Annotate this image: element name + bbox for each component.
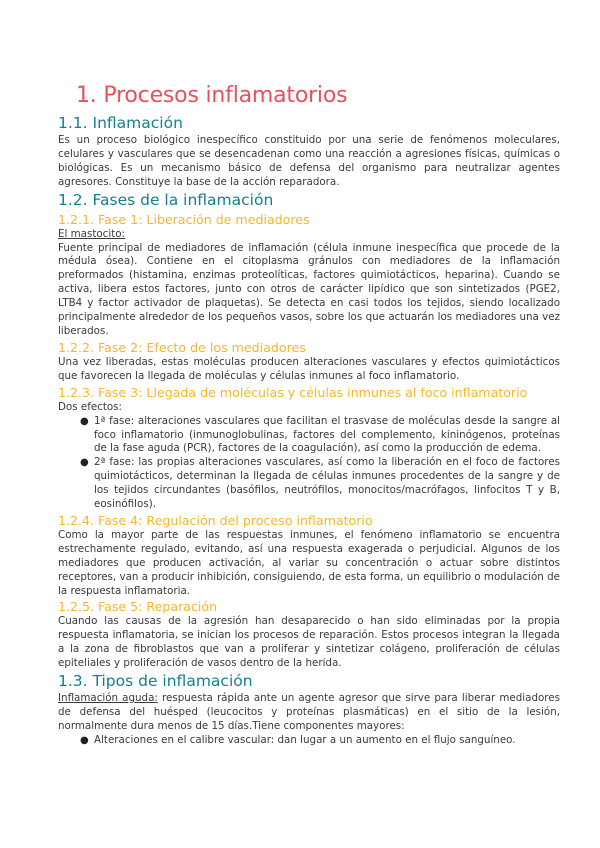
subsection-heading-fase2: 1.2.2. Fase 2: Efecto de los mediadores — [58, 339, 306, 355]
section-text-tipos: Inflamación aguda: respuesta rápida ante un agente agresor que sirve para liberar mediadores de defensa del huésped (leucocitos y proteínas plasmáticas) en el sitio de la lesión, normalmente dura menos de 15 días.Tiene componentes mayores: — [58, 692, 560, 732]
subsection-text-fase4: Como la mayor parte de las respuestas inmunes, el fenómeno inflamatorio se encuentra estrechamente regulado, evitando, así una respuesta exagerada o perjudicial. Algunos de los mediadores que producen activación, al variar su concentración o actuar sobre distintos receptores, van a producir inhibición, consiguiendo, de esta forma, un equilibrio o modulación de la respuesta inflamatoria. — [58, 528, 560, 597]
fase3-list — [58, 415, 560, 512]
subsection-text-fase5: Cuando las causas de la agresión han desaparecido o han sido eliminadas por la propia respuesta inflamatoria, se inician los procesos de reparación. Estos procesos integran la llegada a la zona de fibroblastos que van a proliferar y sintetizar colágeno, proliferación de células epiteliales y proliferación de vasos dentro de la herida. — [58, 615, 560, 670]
section-heading-tipos: 1.3. Tipos de inflamación — [58, 672, 253, 691]
subsection-text-fase2: Una vez liberadas, estas moléculas producen alteraciones vasculares y efectos quimiotácticos que favorecen la llegada de moléculas y células inmunes al foco inflamatorio. — [58, 355, 560, 382]
subsection-intro-fase3: Dos efectos: — [58, 400, 122, 413]
section-text-inflamacion: Es un proceso biológico inespecífico constituido por una serie de fenómenos moleculares, celulares y vasculares que se desencadenan como una reacción a agresiones físicas, químicas o biológicas. Es un mecanismo básico de defensa del organismo para neutralizar agentes agresores. Constituye la base de la acción reparadora. — [58, 134, 560, 188]
section-heading-fases: 1.2. Fases de la inflamación — [58, 190, 274, 209]
list-item: ● 2ª fase: las propias alteraciones vasculares, así como la liberación en el foco de factores quimiotácticos, determinan la llegada de células inmunes procedentes de la sangre y de los tejidos circundantes (basófilos, neutrófilos, monocitos/macrófagos, linfocitos T y B, eosinófilos). — [80, 456, 560, 511]
tipos-list — [58, 734, 560, 748]
section-heading-inflamacion: 1.1. Inflamación — [58, 114, 183, 132]
inflamacion-aguda-label: Inflamación aguda: — [58, 692, 158, 705]
subsection-heading-fase3: 1.2.3. Fase 3: Llegada de moléculas y células inmunes al foco inflamatorio — [58, 384, 528, 400]
subsection-heading-fase5: 1.2.5. Fase 5: Reparación — [58, 599, 218, 615]
subsection-heading-fase1: 1.2.1. Fase 1: Liberación de mediadores — [58, 211, 310, 227]
bullet-icon: ● — [80, 415, 89, 427]
subsection-heading-fase4: 1.2.4. Fase 4: Regulación del proceso inflamatorio — [58, 512, 373, 528]
mastocito-label: El mastocito: — [58, 227, 126, 240]
document-title: 1. Procesos inflamatorios — [76, 83, 348, 108]
subsection-text-fase1: Fuente principal de mediadores de inflamación (célula inmune inespecífica que procede de la médula ósea). Contiene en el citoplasma gránulos con mediadores de la inflamación preformados (histamina, enzimas proteolíticas, factores quimiotácticos, heparina). Cuando se activa, libera estos factores, junto con otros de carácter lipídico que son sintetizados (PGE2, LTB4 y factor activador de plaquetas). Se detecta en casi todos los tejidos, siendo localizado principalmente alrededor de los pequeños vasos, sobre los que actuarán los mediadores una vez liberados. — [58, 241, 560, 337]
bullet-icon: ● — [80, 734, 89, 746]
list-item: ● 1ª fase: alteraciones vasculares que facilitan el trasvase de moléculas desde la sangre al foco inflamatorio (inmunoglobulinas, factores del complemento, kininógenos, proteínas de la fase aguda (PCR), factores de la coagulación), así como la producción de edema. — [80, 414, 560, 455]
bullet-icon: ● — [80, 457, 89, 469]
list-item: ● Alteraciones en el calibre vascular: dan lugar a un aumento en el flujo sanguíneo. — [80, 733, 516, 746]
